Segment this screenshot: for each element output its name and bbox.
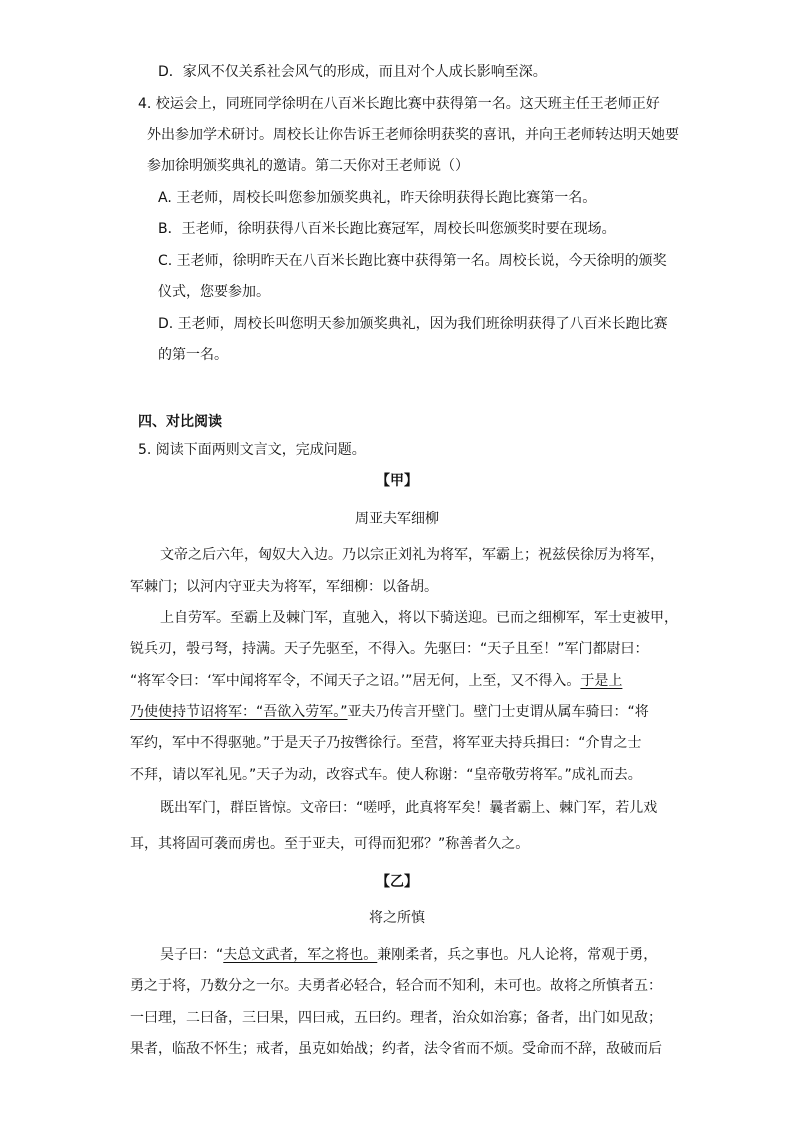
q4-option-d-line-1: D. 王老师，周校长叫您明天参加颁奖典礼，因为我们班徐明获得了八百米长跑比赛 [158, 316, 668, 332]
jia-p2-line-5: 军约，军中不得驱驰。”于是天子乃按辔徐行。至营，将军亚夫持兵揖曰：“介胄之士 [130, 735, 642, 751]
q3-option-d: D．家风不仅关系社会风气的形成，而且对个人成长影响至深。 [158, 64, 547, 80]
q4-option-d-line-2: 的第一名。 [158, 347, 228, 363]
q4-stem-line-3: 参加徐明颁奖典礼的邀请。第二天你对王老师说（） [147, 158, 469, 174]
yi-line-1 [160, 945, 657, 965]
passage-yi-title: 将之所慎 [369, 910, 425, 926]
yi-line-1-rest: 兼刚柔者，兵之事也。凡人论将，常观于勇， [377, 947, 658, 963]
jia-p1-line-1: 文帝之后六年，匈奴大入边。乃以宗正刘礼为将军，军霸上；祝兹侯徐厉为将军， [160, 547, 664, 563]
yi-line-1-start: 吴子曰：“ [160, 947, 224, 963]
passage-jia-title: 周亚夫军细柳 [355, 511, 439, 527]
jia-p2-line-4-text: 亚夫乃传言开壁门。壁门士吏谓从属车骑曰：“将 [347, 704, 649, 720]
jia-p2-line-6: 不拜，请以军礼见。”天子为动，改容式车。使人称谢：“皇帝敬劳将军。”成礼而去。 [130, 767, 642, 783]
jia-p3-line-1: 既出军门，群臣皆惊。文帝曰：“嗟呼，此真将军矣！曩者霸上、棘门军，若儿戏 [160, 800, 658, 816]
q4-option-b: B．王老师，徐明获得八百米长跑比赛冠军，周校长叫您颁奖时要在现场。 [158, 221, 616, 237]
q4-stem-line-2: 外出参加学术研讨。周校长让你告诉王老师徐明获奖的喜讯，并向王老师转达明天她要 [147, 127, 679, 143]
jia-p1-line-2: 军棘门；以河内守亚夫为将军，军细柳：以备胡。 [130, 579, 438, 595]
jia-p2-line-3 [130, 671, 622, 691]
jia-p2-line-3-text: “将军令曰：‘军中闻将军令，不闻天子之诏。’”居无何，上至，又不得入。 [130, 673, 581, 689]
passage-yi-label: 【乙】 [376, 874, 418, 890]
underlined-sentence-end: 乃使使持节诏将军：“吾欲入劳军。” [130, 704, 348, 720]
yi-line-4: 果者，临敌不怀生；戒者，虽克如始战；约者，法令省而不烦。受命而不辞，敌破而后 [130, 1041, 662, 1057]
q4-option-a: A. 王老师，周校长叫您参加颁奖典礼，昨天徐明获得长跑比赛第一名。 [158, 190, 597, 206]
yi-line-3: 一曰理，二曰备，三曰果，四曰戒，五曰约。理者，治众如治寡；备者，出门如见敌； [130, 1010, 662, 1026]
section-heading: 四、对比阅读 [138, 414, 222, 430]
q4-option-c-line-1: C. 王老师，徐明昨天在八百米长跑比赛中获得第一名。周校长说，今天徐明的颁奖 [158, 253, 667, 269]
jia-p2-line-2: 锐兵刃，彀弓弩，持满。天子先驱至，不得入。先驱曰：“天子且至！”军门都尉曰： [130, 641, 649, 657]
jia-p2-line-1: 上自劳军。至霸上及棘门军，直驰入，将以下骑送迎。已而之细柳军，军士吏被甲， [160, 610, 678, 626]
underlined-sentence-start: 于是上 [580, 673, 623, 689]
yi-underlined-sentence: 夫总文武者，军之将也。 [223, 947, 378, 963]
jia-p2-line-4 [130, 702, 649, 722]
q5-prompt: 5. 阅读下面两则文言文，完成问题。 [138, 442, 366, 458]
jia-p3-line-2: 耳，其将固可袭而虏也。至于亚夫，可得而犯邪？”称善者久之。 [130, 836, 530, 852]
yi-line-2: 勇之于将，乃数分之一尔。夫勇者必轻合，轻合而不知利，未可也。故将之所慎者五： [130, 978, 662, 994]
passage-jia-label: 【甲】 [376, 473, 418, 489]
q4-stem-line-1: 4. 校运会上，同班同学徐明在八百米长跑比赛中获得第一名。这天班主任王老师正好 [138, 96, 660, 112]
q4-option-c-line-2: 仪式，您要参加。 [158, 284, 270, 300]
